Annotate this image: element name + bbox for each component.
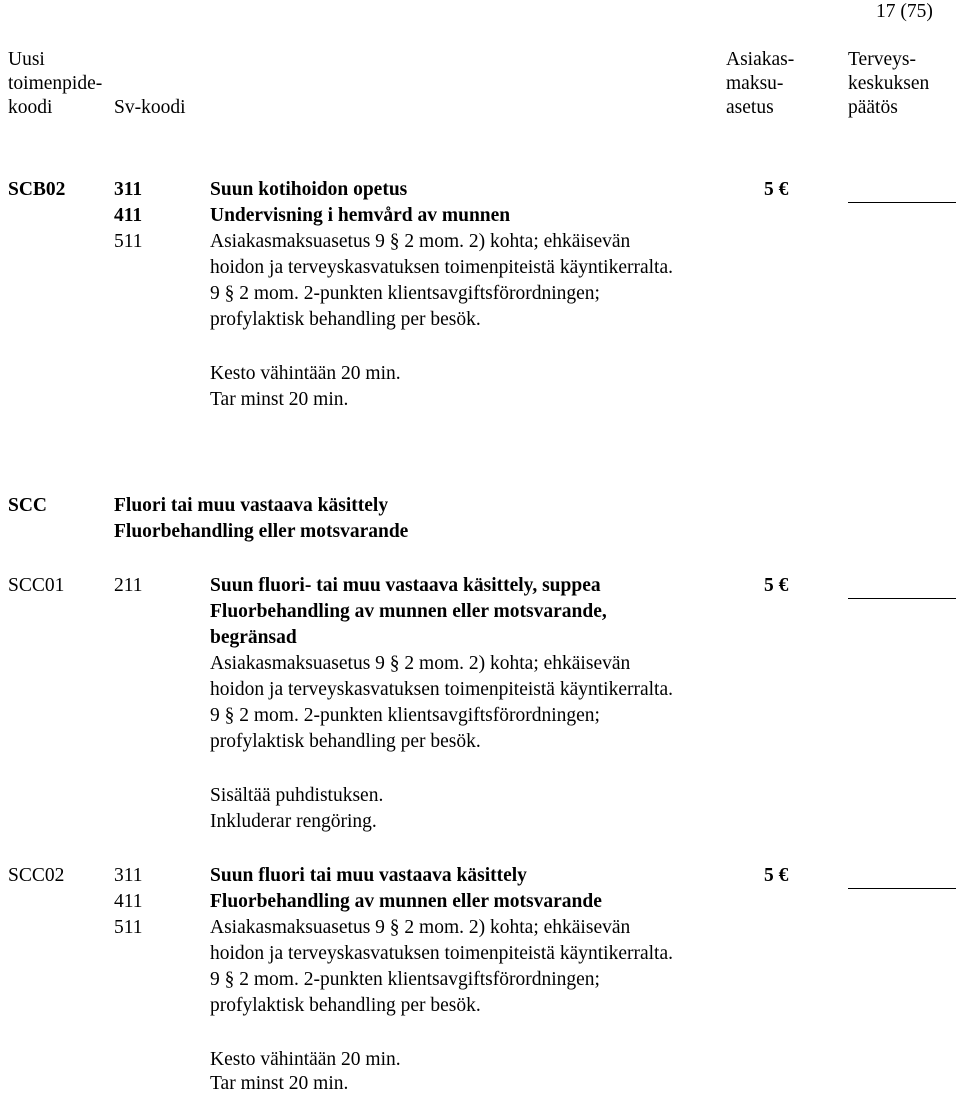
entry-desc-line: profylaktisk behandling per besök. bbox=[210, 309, 481, 330]
entry-desc-line: Asiakasmaksuasetus 9 § 2 mom. 2) kohta; ehkäisevän bbox=[210, 231, 631, 252]
header-decision-line2: keskuksen bbox=[848, 73, 930, 94]
group-title-fi: Fluori tai muu vastaava käsittely bbox=[114, 495, 389, 516]
entry-code: SCC02 bbox=[8, 865, 65, 886]
header-sv-code: Sv-koodi bbox=[114, 97, 186, 118]
header-fee-line2: maksu- bbox=[726, 73, 784, 94]
sv-code: 511 bbox=[114, 917, 143, 938]
entry-title-sv: Undervisning i hemvård av munnen bbox=[210, 205, 511, 226]
entry-fee: 5 € bbox=[764, 865, 789, 886]
entry-code: SCC01 bbox=[8, 575, 65, 596]
header-code-line1: Uusi bbox=[8, 49, 45, 70]
entry-note: Kesto vähintään 20 min. bbox=[210, 363, 401, 384]
sv-code: 511 bbox=[114, 231, 143, 252]
decision-blank-line bbox=[848, 598, 956, 599]
entry-desc-line: profylaktisk behandling per besök. bbox=[210, 731, 481, 752]
header-code-line2: toimenpide- bbox=[8, 73, 103, 94]
sv-code: 311 bbox=[114, 179, 143, 200]
sv-code: 311 bbox=[114, 865, 143, 886]
entry-note: Inkluderar rengöring. bbox=[210, 811, 377, 832]
entry-code: SCB02 bbox=[8, 179, 66, 200]
entry-title-fi: Suun fluori tai muu vastaava käsittely bbox=[210, 865, 527, 886]
entry-title-line: begränsad bbox=[210, 627, 297, 648]
entry-note: Tar minst 20 min. bbox=[210, 1073, 349, 1094]
group-code: SCC bbox=[8, 495, 48, 516]
entry-title-sv: Fluorbehandling av munnen eller motsvarande bbox=[210, 891, 602, 912]
entry-desc-line: Asiakasmaksuasetus 9 § 2 mom. 2) kohta; ehkäisevän bbox=[210, 653, 631, 674]
entry-note: Sisältää puhdistuksen. bbox=[210, 785, 384, 806]
entry-fee: 5 € bbox=[764, 575, 789, 596]
entry-desc-line: hoidon ja terveyskasvatuksen toimenpiteistä käyntikerralta. bbox=[210, 679, 673, 700]
sv-code: 211 bbox=[114, 575, 143, 596]
header-fee-line1: Asiakas- bbox=[726, 49, 795, 70]
entry-title-fi: Suun kotihoidon opetus bbox=[210, 179, 408, 200]
entry-title-line: Fluorbehandling av munnen eller motsvarande, bbox=[210, 601, 607, 622]
entry-desc-line: 9 § 2 mom. 2-punkten klientsavgiftsförordningen; bbox=[210, 969, 600, 990]
entry-desc-line: hoidon ja terveyskasvatuksen toimenpiteistä käyntikerralta. bbox=[210, 943, 673, 964]
page-number: 17 (75) bbox=[876, 1, 933, 22]
header-decision-line3: päätös bbox=[848, 97, 898, 118]
entry-desc-line: 9 § 2 mom. 2-punkten klientsavgiftsförordningen; bbox=[210, 705, 600, 726]
decision-blank-line bbox=[848, 888, 956, 889]
decision-blank-line bbox=[848, 202, 956, 203]
entry-note: Tar minst 20 min. bbox=[210, 389, 349, 410]
entry-desc-line: Asiakasmaksuasetus 9 § 2 mom. 2) kohta; ehkäisevän bbox=[210, 917, 631, 938]
header-code-line3: koodi bbox=[8, 97, 53, 118]
sv-code: 411 bbox=[114, 891, 143, 912]
entry-note: Kesto vähintään 20 min. bbox=[210, 1049, 401, 1070]
entry-desc-line: hoidon ja terveyskasvatuksen toimenpiteistä käyntikerralta. bbox=[210, 257, 673, 278]
group-title-sv: Fluorbehandling eller motsvarande bbox=[114, 521, 409, 542]
entry-desc-line: profylaktisk behandling per besök. bbox=[210, 995, 481, 1016]
header-fee-line3: asetus bbox=[726, 97, 774, 118]
header-decision-line1: Terveys- bbox=[848, 49, 916, 70]
sv-code: 411 bbox=[114, 205, 143, 226]
entry-desc-line: 9 § 2 mom. 2-punkten klientsavgiftsförordningen; bbox=[210, 283, 600, 304]
entry-title-line: Suun fluori- tai muu vastaava käsittely, suppea bbox=[210, 575, 601, 596]
entry-fee: 5 € bbox=[764, 179, 789, 200]
